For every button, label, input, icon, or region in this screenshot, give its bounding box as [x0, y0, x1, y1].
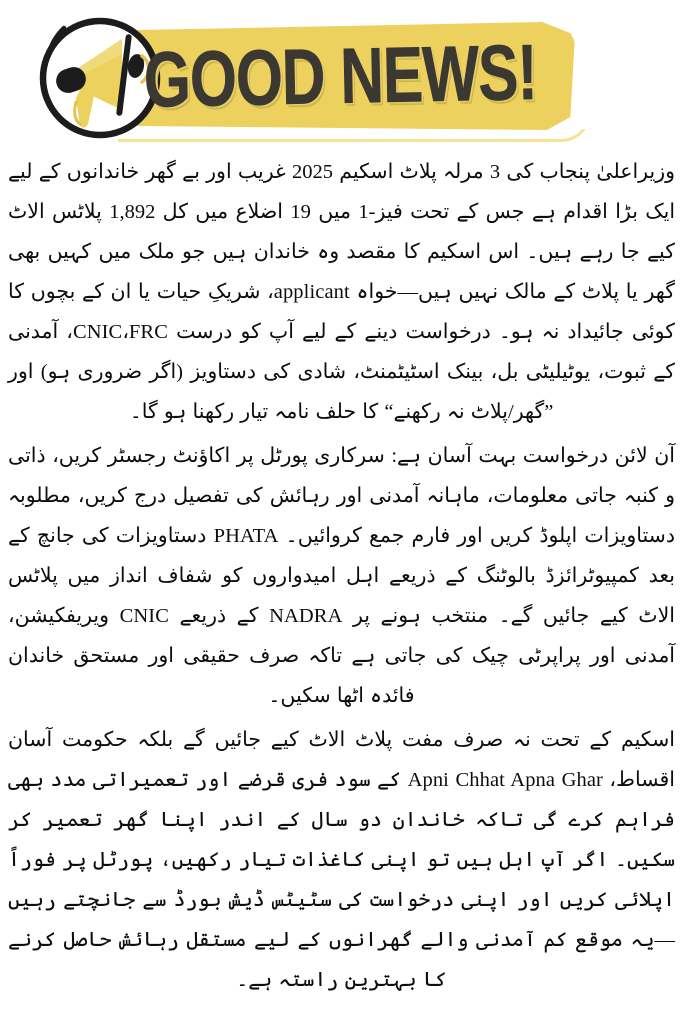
article-paragraph-3: اسکیم کے تحت نہ صرف مفت پلاٹ الاٹ کیے جائیں گے بلکہ حکومت آسان اقساط، Apni Chhat Apna Ghar کے سود فری قرضے اور تعمیراتی مدد بھی فراہم کرے گی تاکہ خاندان دو سال کے اندر اپنا گھر تعمیر کر سکیں۔ اگر آپ اہل ہیں تو اپنی کاغذات تیار رکھیں، پورٹل پر فوراً اپلائی کریں اور اپنی درخواست کی سٹیٹس ڈیش بورڈ سے جانچتے رہیں—یہ موقع کم آمدنی والے گھرانوں کے لیے مستقل رہائش حاصل کرنے کا بہترین راستہ ہے۔	[8, 729, 675, 991]
article-body	[0, 152, 683, 1000]
article-paragraph-1: وزیراعلیٰ پنجاب کی 3 مرلہ پلاٹ اسکیم 2025 غریب اور بے گھر خاندانوں کے لیے ایک بڑا اقدام ہے جس کے تحت فیز-1 میں 19 اضلاع میں کل 1,892 پلاٹس الاٹ کیے جا رہے ہیں۔ اس اسکیم کا مقصد وہ خاندان ہیں جو ملک میں کہیں بھی گھر یا پلاٹ کے مالک نہیں ہیں—خواہ applicant، شریکِ حیات یا ان کے بچوں کا کوئی جائیداد نہ ہو۔ درخواست دینے کے لیے آپ کو درست CNIC،FRC، آمدنی کے ثبوت، یوٹیلیٹی بل، بینک اسٹیٹمنٹ، شادی کی دستاویز (اگر ضروری ہو) اور ”گھر/پلاٹ نہ رکھنے“ کا حلف نامہ تیار رکھنا ہو گا۔	[8, 161, 676, 423]
banner-title	[129, 26, 551, 126]
article-paragraph-2: آن لائن درخواست بہت آسان ہے: سرکاری پورٹل پر اکاؤنٹ رجسٹر کریں، ذاتی و کنبہ جاتی معلومات، ماہانہ آمدنی اور رہائش کی تفصیل درج کریں، مطلوبہ دستاویزات اپلوڈ کریں اور فارم جمع کروائیں۔ PHATA دستاویزات کی جانچ کے بعد کمپیوٹرائزڈ بالوٹنگ کے ذریعے اہل امیدواروں کو شفاف انداز میں پلاٹس الاٹ کیے جائیں گے۔ منتخب ہونے پر NADRA کے ذریعے CNIC ویریفکیشن، آمدنی اور پراپرٹی چیک کی جاتی ہے تاکہ صرف حقیقی اور مستحق خاندان فائدہ اٹھا سکیں۔	[8, 445, 675, 707]
header-banner	[0, 0, 683, 152]
banner-title-text: GOOD NEWS!	[142, 28, 538, 124]
